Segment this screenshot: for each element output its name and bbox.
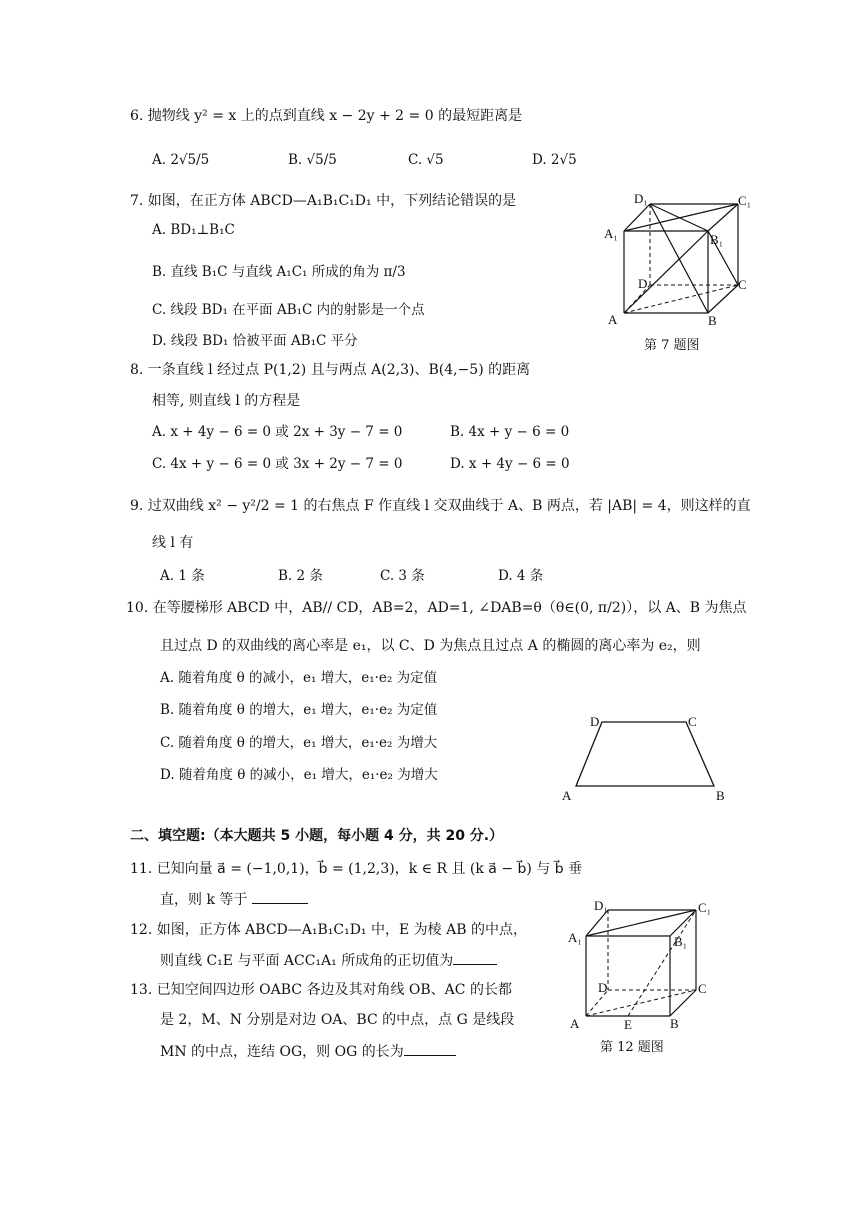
q7-stem: 7. 如图，在正方体 ABCD—A₁B₁C₁D₁ 中，下列结论错误的是 <box>130 193 517 209</box>
cube12-label-b1: B₁ <box>674 934 688 949</box>
q9-option-b: B. 2 条 <box>278 568 323 584</box>
label-c: C <box>738 277 747 292</box>
trap-label-c: C <box>688 714 697 729</box>
q8-stem-line1: 8. 一条直线 l 经过点 P(1,2) 且与两点 A(2,3)、B(4,−5) 的距离 <box>130 362 531 378</box>
q6-option-b: B. √5/5 <box>288 152 337 168</box>
cube12-label-a: A <box>570 1016 580 1031</box>
q13-line2: 是 2，M、N 分别是对边 OA、BC 的中点，点 G 是线段 <box>160 1012 515 1028</box>
cube12-label-e: E <box>624 1017 632 1032</box>
q11-line2: 直，则 k 等于 <box>160 892 248 908</box>
trapezoid-figure-q10 <box>558 712 738 804</box>
q13-line1: 13. 已知空间四边形 OABC 各边及其对角线 OB、AC 的长都 <box>130 982 512 998</box>
cube12-label-d1: D₁ <box>594 898 608 913</box>
q10-stem-line2: 且过点 D 的双曲线的离心率是 e₁，以 C、D 为焦点且过点 A 的椭圆的离心率为 e₂，则 <box>160 638 701 654</box>
q8-option-c: C. 4x + y − 6 = 0 或 3x + 2y − 7 = 0 <box>152 456 403 472</box>
q6-option-c: C. √5 <box>408 152 444 168</box>
q12-line2: 则直线 C₁E 与平面 ACC₁A₁ 所成角的正切值为 <box>160 953 454 969</box>
q13-line3-wrap <box>160 1041 456 1062</box>
trap-label-d: D <box>590 714 600 729</box>
q10-option-a: A. 随着角度 θ 的减小，e₁ 增大，e₁·e₂ 为定值 <box>160 670 438 686</box>
q12-answer-blank[interactable] <box>453 950 497 965</box>
q10-stem-line1: 10. 在等腰梯形 ABCD 中，AB// CD，AB=2，AD=1, ∠DAB=θ（θ∈(0, π/2)），以 A、B 为焦点 <box>126 600 747 616</box>
q10-option-b: B. 随着角度 θ 的增大，e₁ 增大，e₁·e₂ 为定值 <box>160 702 438 718</box>
section2-heading: 二、填空题:（本大题共 5 小题，每小题 4 分，共 20 分.） <box>130 828 504 844</box>
q7-option-d: D. 线段 BD₁ 恰被平面 AB₁C 平分 <box>152 333 358 349</box>
trap-label-b: B <box>716 788 725 803</box>
q7-figure-caption: 第 7 题图 <box>644 338 700 353</box>
q9-option-d: D. 4 条 <box>498 568 544 584</box>
q9-option-c: C. 3 条 <box>380 568 425 584</box>
label-b: B <box>708 313 717 328</box>
q10-option-c: C. 随着角度 θ 的增大，e₁ 增大，e₁·e₂ 为增大 <box>160 735 438 751</box>
trap-label-a: A <box>562 788 572 803</box>
q9-stem-line1: 9. 过双曲线 x² − y²/2 = 1 的右焦点 F 作直线 l 交双曲线于 A、B 两点，若 |AB| = 4，则这样的直 <box>130 498 751 514</box>
label-a1: A₁ <box>604 226 618 241</box>
cube12-label-b: B <box>670 1016 679 1031</box>
q7-option-a: A. BD₁⊥B₁C <box>152 222 235 238</box>
q13-line3: MN 的中点，连结 OG，则 OG 的长为 <box>160 1044 404 1060</box>
label-d: D <box>638 276 648 291</box>
q11-answer-blank[interactable] <box>252 889 308 904</box>
q7-option-b: B. 直线 B₁C 与直线 A₁C₁ 所成的角为 π/3 <box>152 264 406 280</box>
cube12-label-c1: C₁ <box>698 900 712 915</box>
cube12-label-d: D <box>598 980 608 995</box>
cube12-label-c: C <box>698 981 707 996</box>
q11-line2-wrap <box>160 889 308 910</box>
q12-line2-wrap <box>160 950 497 971</box>
cube-figure-q7 <box>596 188 766 358</box>
q11-line1: 11. 已知向量 a⃗ = (−1,0,1)，b⃗ = (1,2,3)，k ∈ R 且 (k a⃗ − b⃗) 与 b⃗ 垂 <box>130 861 583 877</box>
label-b1: B₁ <box>710 232 724 247</box>
q8-option-d: D. x + 4y − 6 = 0 <box>450 456 570 472</box>
q8-stem-line2: 相等, 则直线 l 的方程是 <box>152 393 301 409</box>
label-d1: D₁ <box>634 191 648 206</box>
q6-option-d: D. 2√5 <box>532 152 577 168</box>
q9-option-a: A. 1 条 <box>160 568 205 584</box>
q8-option-b: B. 4x + y − 6 = 0 <box>450 424 570 440</box>
q13-answer-blank[interactable] <box>404 1041 456 1056</box>
q8-option-a: A. x + 4y − 6 = 0 或 2x + 3y − 7 = 0 <box>152 424 403 440</box>
q12-line1: 12. 如图，正方体 ABCD—A₁B₁C₁D₁ 中，E 为棱 AB 的中点， <box>130 922 527 938</box>
q12-figure-caption: 第 12 题图 <box>600 1040 664 1055</box>
label-c1: C₁ <box>738 193 752 208</box>
q10-option-d: D. 随着角度 θ 的减小，e₁ 增大，e₁·e₂ 为增大 <box>160 767 438 783</box>
q6-stem: 6. 抛物线 y² = x 上的点到直线 x − 2y + 2 = 0 的最短距离是 <box>130 108 523 124</box>
cube-figure-q12 <box>562 894 732 1034</box>
q6-option-a: A. 2√5/5 <box>152 152 210 168</box>
q9-stem-line2: 线 l 有 <box>152 535 194 551</box>
q7-option-c: C. 线段 BD₁ 在平面 AB₁C 内的射影是一个点 <box>152 302 425 318</box>
cube12-label-a1: A₁ <box>568 930 582 945</box>
label-a: A <box>608 312 618 327</box>
